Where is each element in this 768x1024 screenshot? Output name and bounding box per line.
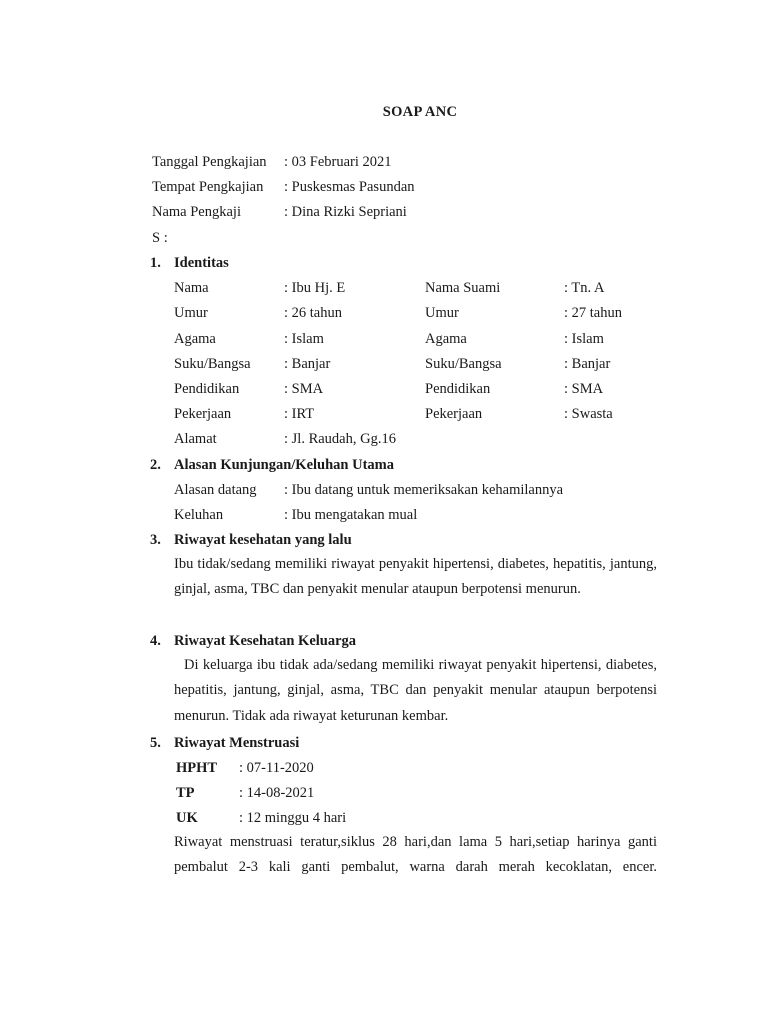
- menstruation-value: : 07-11-2020: [239, 760, 314, 776]
- visit-value: : Ibu mengatakan mual: [284, 507, 418, 523]
- visit-value: : Ibu datang untuk memeriksakan kehamilannya: [284, 482, 564, 498]
- tanggal-label: Tanggal Pengkajian: [152, 154, 267, 170]
- husband-label: Pekerjaan: [425, 406, 483, 422]
- identity-value: : Islam: [284, 331, 324, 347]
- husband-value: : 27 tahun: [564, 305, 622, 321]
- identity-value: : IRT: [284, 406, 315, 422]
- identity-label: Pekerjaan: [174, 406, 232, 422]
- identity-label: Alamat: [174, 431, 217, 447]
- identity-label: Umur: [174, 305, 208, 321]
- menstruation-label: HPHT: [176, 760, 218, 776]
- section-number: 5.: [150, 735, 161, 751]
- husband-label: Nama Suami: [425, 280, 501, 296]
- subjective-label: S :: [152, 230, 168, 246]
- identity-value: : Banjar: [284, 356, 331, 372]
- identity-value: : Ibu Hj. E: [284, 280, 346, 296]
- husband-value: : Tn. A: [564, 280, 605, 296]
- section-number: 1.: [150, 255, 161, 271]
- tempat-label: Tempat Pengkajian: [152, 179, 264, 195]
- husband-value: : Swasta: [564, 406, 613, 422]
- menstruation-label: TP: [176, 785, 195, 801]
- identity-label: Suku/Bangsa: [174, 356, 251, 372]
- husband-value: : SMA: [564, 381, 604, 397]
- identity-label: Pendidikan: [174, 381, 240, 397]
- family-history-paragraph: Di keluarga ibu tidak ada/sedang memiliki riwayat penyakit hipertensi, diabetes, hepatitis, jantung, ginjal, asma, TBC dan penyakit menular ataupun berpotensi menurun. Tidak ada riwayat keturunan kembar.: [174, 657, 657, 724]
- menstruation-paragraph: Riwayat menstruasi teratur,siklus 28 hari,dan lama 5 hari,setiap harinya ganti pembalut 2-3 kali ganti pembalut, warna darah merah kecoklatan, encer.: [174, 834, 657, 876]
- husband-label: Suku/Bangsa: [425, 356, 502, 372]
- section-heading: Identitas: [174, 255, 229, 271]
- identity-value: : SMA: [284, 381, 324, 397]
- page-title: SOAP ANC: [382, 104, 458, 120]
- husband-label: Umur: [425, 305, 459, 321]
- husband-label: Agama: [425, 331, 467, 347]
- menstruation-value: : 14-08-2021: [239, 785, 315, 801]
- section-number: 3.: [150, 532, 161, 548]
- pengkaji-label: Nama Pengkaji: [152, 204, 241, 220]
- history-paragraph: Ibu tidak/sedang memiliki riwayat penyakit hipertensi, diabetes, hepatitis, jantung, ginjal, asma, TBC dan penyakit menular ataupun berpotensi menurun.: [174, 556, 657, 598]
- section-heading: Alasan Kunjungan/Keluhan Utama: [174, 457, 394, 473]
- identity-label: Agama: [174, 331, 216, 347]
- visit-label: Keluhan: [174, 507, 224, 523]
- section-heading: Riwayat kesehatan yang lalu: [174, 532, 352, 548]
- tanggal-value: : 03 Februari 2021: [284, 154, 392, 170]
- section-number: 4.: [150, 633, 161, 649]
- husband-value: : Islam: [564, 331, 604, 347]
- tempat-value: : Puskesmas Pasundan: [284, 179, 415, 195]
- menstruation-label: UK: [176, 810, 198, 826]
- section-heading: Riwayat Kesehatan Keluarga: [174, 633, 357, 649]
- menstruation-value: : 12 minggu 4 hari: [239, 810, 347, 826]
- identity-label: Nama: [174, 280, 209, 296]
- husband-label: Pendidikan: [425, 381, 491, 397]
- identity-value: : 26 tahun: [284, 305, 342, 321]
- visit-label: Alasan datang: [174, 482, 257, 498]
- section-heading: Riwayat Menstruasi: [174, 735, 300, 751]
- pengkaji-value: : Dina Rizki Sepriani: [284, 204, 407, 220]
- identity-value: : Jl. Raudah, Gg.16: [284, 431, 396, 447]
- husband-value: : Banjar: [564, 356, 611, 372]
- section-number: 2.: [150, 457, 161, 473]
